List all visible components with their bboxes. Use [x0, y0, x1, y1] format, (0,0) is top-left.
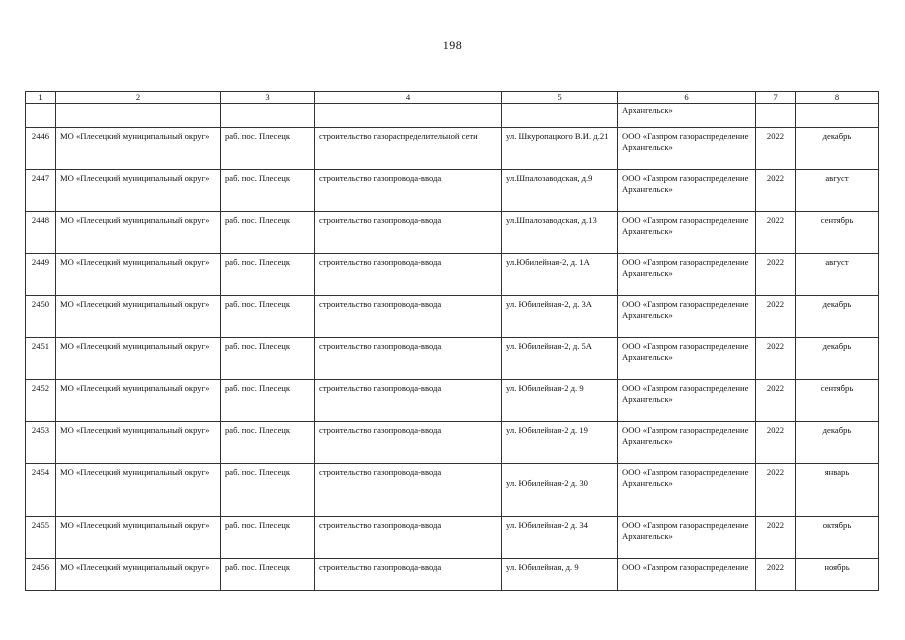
- table-row: [26, 170, 879, 212]
- table-row: [26, 422, 879, 464]
- cell-municipality: МО «Плесецкий муниципальный округ»: [56, 380, 221, 422]
- table-row: [26, 254, 879, 296]
- cell-work: строительство газопровода-ввода: [315, 464, 502, 517]
- cell-settlement: раб. пос. Плесецк: [221, 559, 315, 591]
- cell-settlement: раб. пос. Плесецк: [221, 254, 315, 296]
- cell-month: [796, 104, 879, 128]
- cell-num: 2451: [26, 338, 56, 380]
- cell-year: 2022: [756, 128, 796, 170]
- table-row: [26, 296, 879, 338]
- cell-owner: ООО «Газпром газораспределение Архангельск»: [618, 517, 756, 559]
- cell-owner: ООО «Газпром газораспределение Архангельск»: [618, 422, 756, 464]
- cell-num: 2454: [26, 464, 56, 517]
- cell-work: строительство газопровода-ввода: [315, 517, 502, 559]
- cell-municipality: МО «Плесецкий муниципальный округ»: [56, 254, 221, 296]
- cell-municipality: МО «Плесецкий муниципальный округ»: [56, 128, 221, 170]
- cell-owner: ООО «Газпром газораспределение Архангельск»: [618, 380, 756, 422]
- cell-address: ул. Юбилейная, д. 9: [502, 559, 618, 591]
- cell-owner: ООО «Газпром газораспределение Архангельск»: [618, 338, 756, 380]
- cell-work: строительство газопровода-ввода: [315, 170, 502, 212]
- cell-year: 2022: [756, 212, 796, 254]
- column-header: 7: [756, 92, 796, 104]
- cell-address: ул.Юбилейная-2, д. 1А: [502, 254, 618, 296]
- cell-num: 2447: [26, 170, 56, 212]
- cell-municipality: МО «Плесецкий муниципальный округ»: [56, 517, 221, 559]
- cell-settlement: раб. пос. Плесецк: [221, 464, 315, 517]
- cell-owner: ООО «Газпром газораспределение: [618, 559, 756, 591]
- cell-address: ул.Шпалозаводская, д.13: [502, 212, 618, 254]
- cell-year: 2022: [756, 464, 796, 517]
- column-header: 2: [56, 92, 221, 104]
- cell-year: 2022: [756, 422, 796, 464]
- table-row: [26, 380, 879, 422]
- cell-settlement: раб. пос. Плесецк: [221, 296, 315, 338]
- cell-month: декабрь: [796, 296, 879, 338]
- table-row: [26, 212, 879, 254]
- table-row: [26, 338, 879, 380]
- cell-month: сентябрь: [796, 212, 879, 254]
- cell-address: [502, 104, 618, 128]
- cell-owner: ООО «Газпром газораспределение Архангельск»: [618, 296, 756, 338]
- cell-address: ул. Юбилейная-2 д. 9: [502, 380, 618, 422]
- cell-month: декабрь: [796, 128, 879, 170]
- cell-num: 2455: [26, 517, 56, 559]
- cell-address: ул. Юбилейная-2, д. 3А: [502, 296, 618, 338]
- cell-num: 2452: [26, 380, 56, 422]
- cell-municipality: МО «Плесецкий муниципальный округ»: [56, 559, 221, 591]
- cell-work: строительство газопровода-ввода: [315, 296, 502, 338]
- column-header: 6: [618, 92, 756, 104]
- cell-address: ул. Юбилейная-2 д. 19: [502, 422, 618, 464]
- cell-municipality: [56, 104, 221, 128]
- cell-work: строительство газопровода-ввода: [315, 559, 502, 591]
- cell-month: январь: [796, 464, 879, 517]
- table-row: [26, 559, 879, 591]
- cell-owner: ООО «Газпром газораспределение Архангельск»: [618, 464, 756, 517]
- column-header: 8: [796, 92, 879, 104]
- cell-settlement: раб. пос. Плесецк: [221, 338, 315, 380]
- cell-month: декабрь: [796, 422, 879, 464]
- cell-settlement: раб. пос. Плесецк: [221, 422, 315, 464]
- cell-municipality: МО «Плесецкий муниципальный округ»: [56, 464, 221, 517]
- column-number-row: [26, 92, 879, 104]
- table-row: [26, 517, 879, 559]
- column-header: 4: [315, 92, 502, 104]
- table-row: [26, 128, 879, 170]
- cell-month: август: [796, 170, 879, 212]
- cell-settlement: раб. пос. Плесецк: [221, 517, 315, 559]
- cell-municipality: МО «Плесецкий муниципальный округ»: [56, 212, 221, 254]
- cell-num: [26, 104, 56, 128]
- cell-address: ул. Юбилейная-2 д. 30: [502, 464, 618, 517]
- cell-work: [315, 104, 502, 128]
- cell-year: 2022: [756, 559, 796, 591]
- cell-address: ул.Шпалозаводская, д.9: [502, 170, 618, 212]
- cell-settlement: раб. пос. Плесецк: [221, 128, 315, 170]
- cell-num: 2450: [26, 296, 56, 338]
- cell-month: октябрь: [796, 517, 879, 559]
- cell-num: 2449: [26, 254, 56, 296]
- cell-month: ноябрь: [796, 559, 879, 591]
- cell-num: 2453: [26, 422, 56, 464]
- cell-address: ул. Шкуропацкого В.И. д.21: [502, 128, 618, 170]
- cell-settlement: раб. пос. Плесецк: [221, 380, 315, 422]
- cell-year: 2022: [756, 254, 796, 296]
- cell-year: 2022: [756, 170, 796, 212]
- cell-work: строительство газопровода-ввода: [315, 338, 502, 380]
- cell-num: 2456: [26, 559, 56, 591]
- column-header: 3: [221, 92, 315, 104]
- page-number: 198: [442, 38, 463, 52]
- cell-owner: ООО «Газпром газораспределение Архангельск»: [618, 254, 756, 296]
- cell-address: ул. Юбилейная-2 д. 34: [502, 517, 618, 559]
- cell-month: август: [796, 254, 879, 296]
- cell-work: строительство газораспределительной сети: [315, 128, 502, 170]
- cell-work: строительство газопровода-ввода: [315, 254, 502, 296]
- cell-year: [756, 104, 796, 128]
- cell-year: 2022: [756, 380, 796, 422]
- cell-year: 2022: [756, 517, 796, 559]
- cell-address: ул. Юбилейная-2, д. 5А: [502, 338, 618, 380]
- cell-year: 2022: [756, 338, 796, 380]
- cell-owner: ООО «Газпром газораспределение Архангельск»: [618, 128, 756, 170]
- cell-num: 2446: [26, 128, 56, 170]
- cell-month: сентябрь: [796, 380, 879, 422]
- cell-month: декабрь: [796, 338, 879, 380]
- cell-settlement: раб. пос. Плесецк: [221, 212, 315, 254]
- cell-municipality: МО «Плесецкий муниципальный округ»: [56, 170, 221, 212]
- column-header: 1: [26, 92, 56, 104]
- cell-owner: ООО «Газпром газораспределение Архангельск»: [618, 212, 756, 254]
- cell-work: строительство газопровода-ввода: [315, 422, 502, 464]
- cell-owner: ООО «Газпром газораспределение Архангельск»: [618, 170, 756, 212]
- cell-municipality: МО «Плесецкий муниципальный округ»: [56, 296, 221, 338]
- registry-table: [25, 91, 879, 591]
- cell-municipality: МО «Плесецкий муниципальный округ»: [56, 338, 221, 380]
- cell-num: 2448: [26, 212, 56, 254]
- cell-settlement: [221, 104, 315, 128]
- cell-settlement: раб. пос. Плесецк: [221, 170, 315, 212]
- cell-year: 2022: [756, 296, 796, 338]
- column-header: 5: [502, 92, 618, 104]
- continuation-row: [26, 104, 879, 128]
- cell-owner: Архангельск»: [618, 104, 756, 128]
- cell-work: строительство газопровода-ввода: [315, 212, 502, 254]
- table-row: [26, 464, 879, 517]
- cell-municipality: МО «Плесецкий муниципальный округ»: [56, 422, 221, 464]
- cell-work: строительство газопровода-ввода: [315, 380, 502, 422]
